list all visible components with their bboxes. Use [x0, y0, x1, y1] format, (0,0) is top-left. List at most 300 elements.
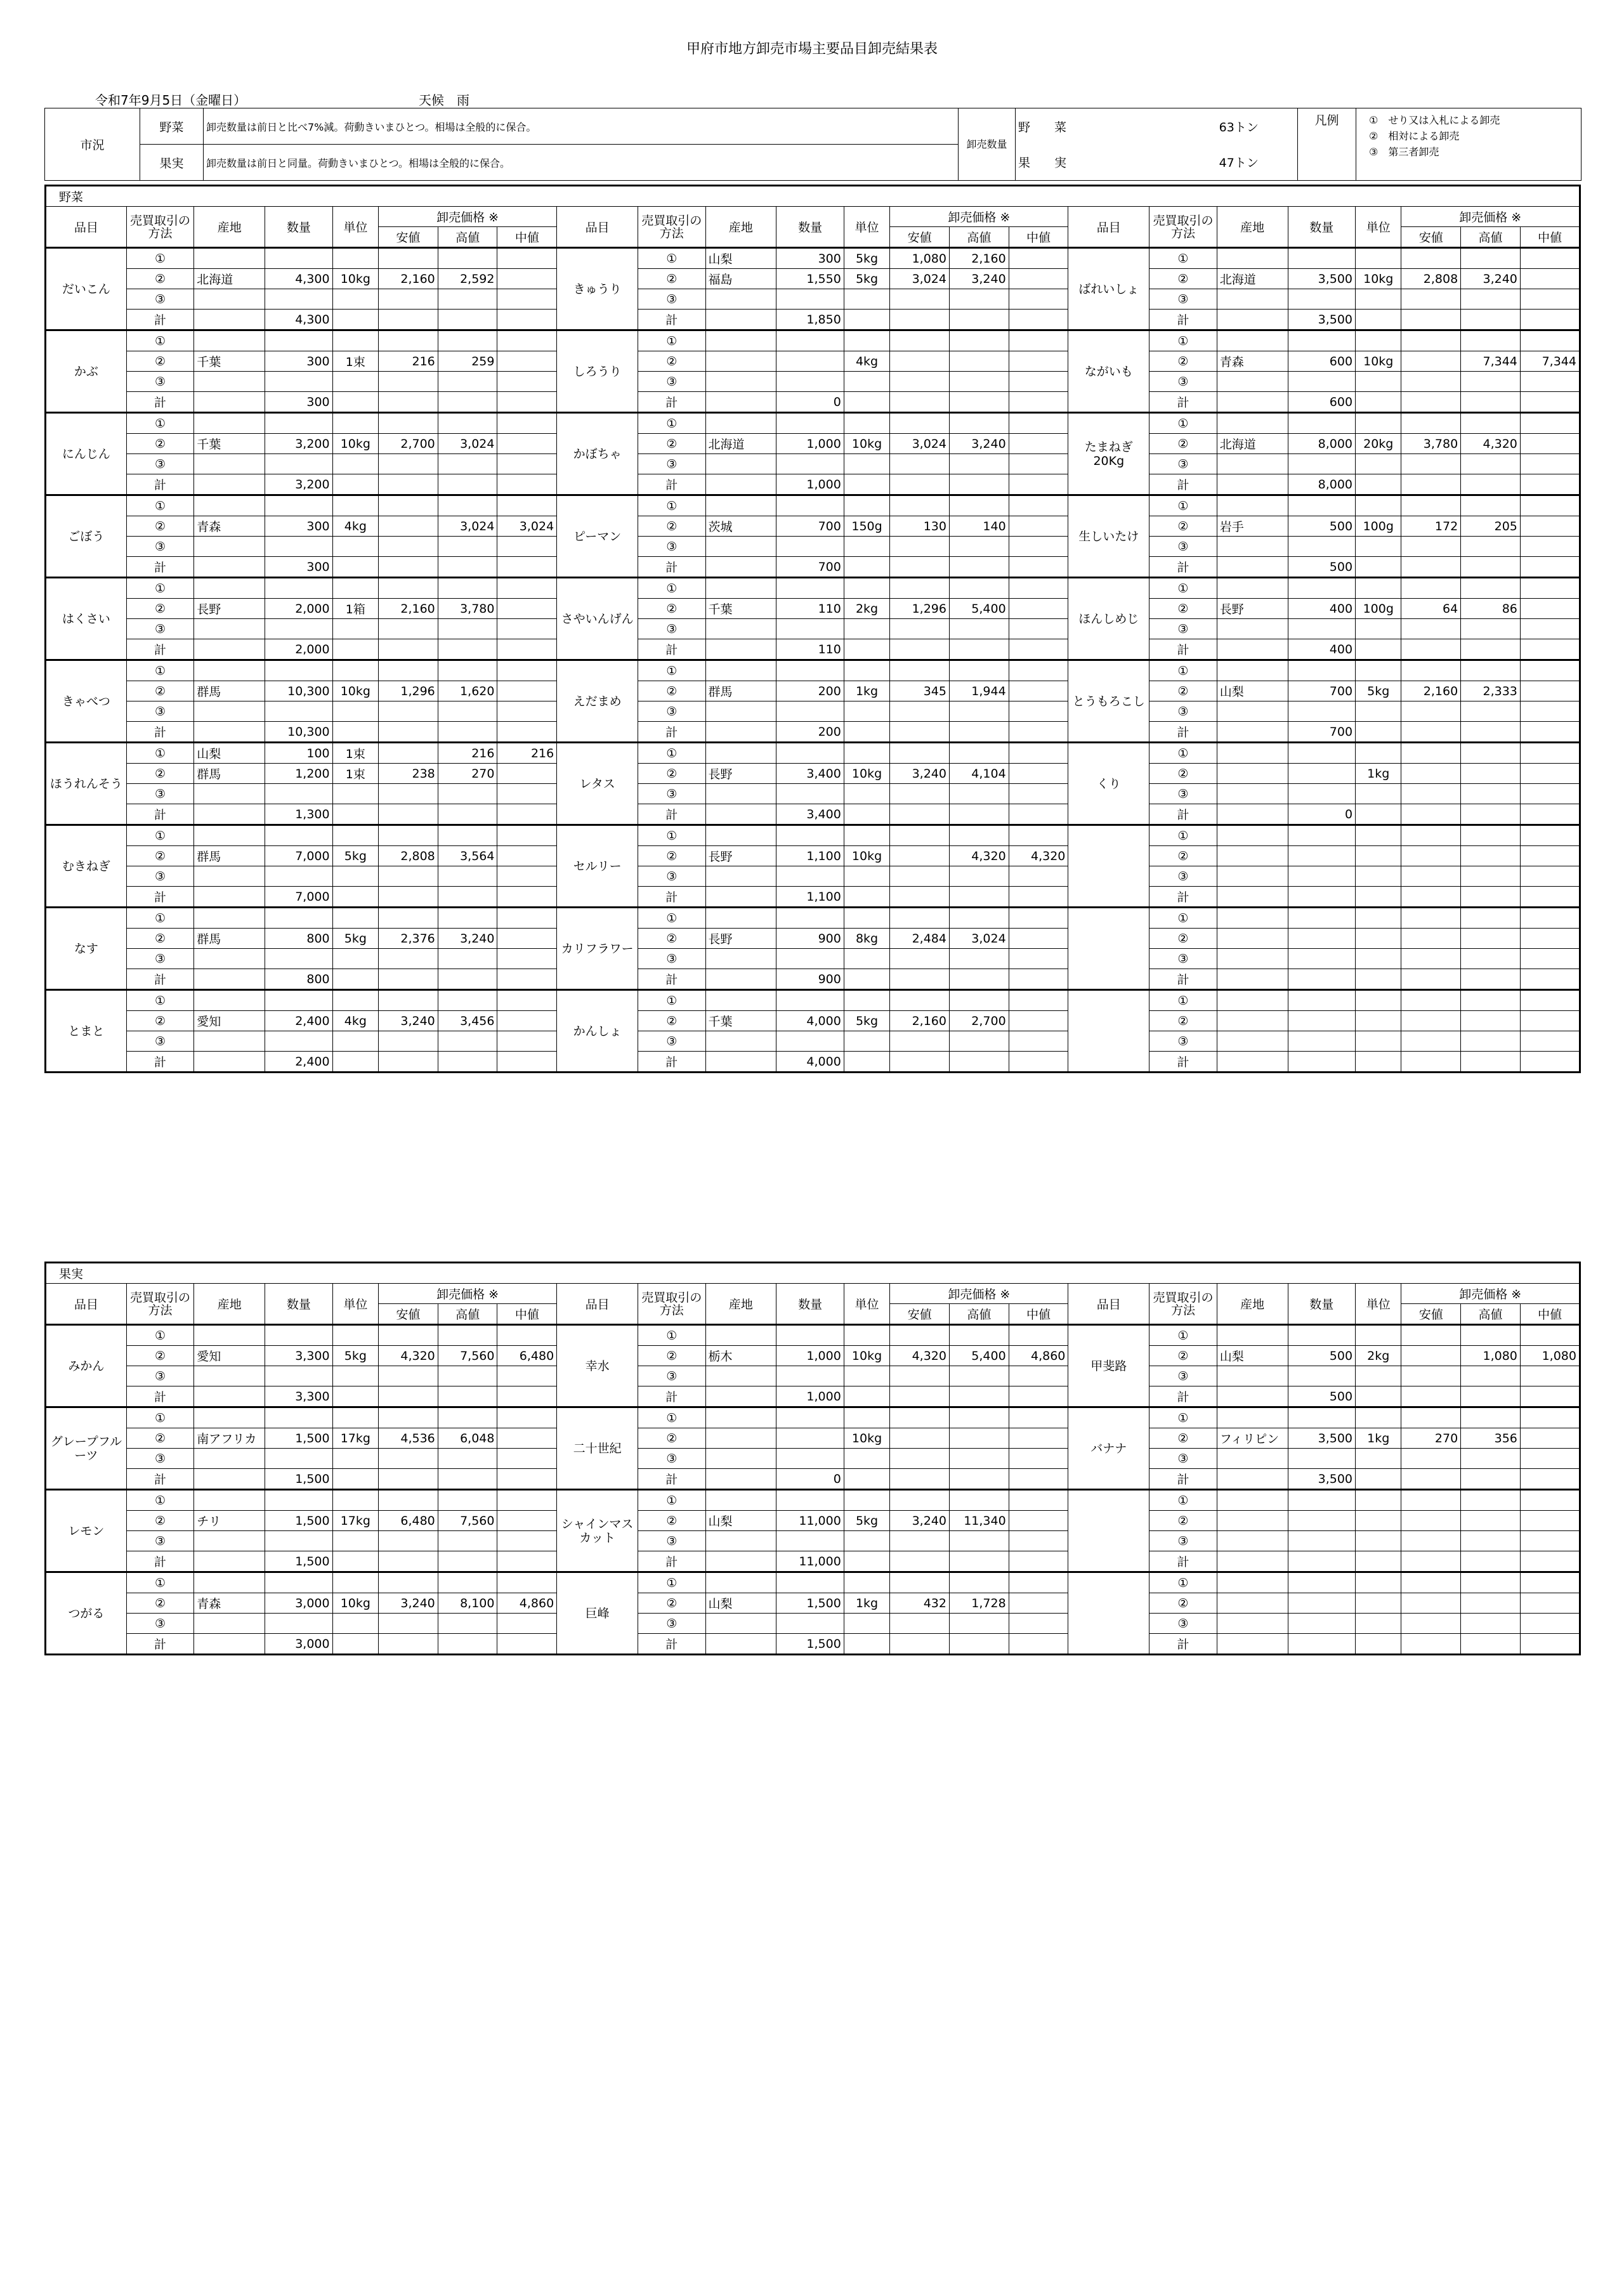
item-name: えだまめ	[557, 660, 638, 743]
unit-cell	[844, 1449, 889, 1469]
origin-cell: 山梨	[1217, 1346, 1288, 1366]
origin-cell: 千葉	[194, 351, 265, 372]
qty-cell: 100	[265, 743, 333, 764]
qty-cell	[1288, 764, 1356, 784]
method-label: ①	[638, 248, 706, 269]
mid-price-cell	[1520, 310, 1580, 330]
high-price-cell	[949, 537, 1009, 557]
item-name: 巨峰	[557, 1572, 638, 1655]
high-price-cell	[438, 372, 497, 392]
origin-cell	[1217, 990, 1288, 1011]
method-label: ③	[1149, 949, 1217, 969]
item-name: くり	[1068, 743, 1149, 825]
unit-cell: 1束	[332, 743, 378, 764]
unit-cell	[332, 969, 378, 990]
unit-cell	[1356, 1634, 1401, 1655]
method-label: ①	[1149, 908, 1217, 929]
low-price-cell	[890, 846, 950, 866]
low-price-cell	[379, 866, 438, 887]
high-price-cell	[1461, 1614, 1521, 1634]
unit-cell	[844, 372, 889, 392]
unit-cell	[844, 825, 889, 846]
origin-cell	[1217, 639, 1288, 660]
method-label: ①	[638, 825, 706, 846]
qty-cell	[265, 990, 333, 1011]
unit-cell	[844, 557, 889, 578]
origin-cell	[1217, 1449, 1288, 1469]
mid-price-cell	[1520, 516, 1580, 537]
low-price-cell	[890, 784, 950, 804]
low-price-cell	[1401, 1551, 1461, 1572]
method-label: 計	[126, 310, 194, 330]
mid-price-cell: 4,860	[497, 1593, 557, 1614]
method-label: ②	[638, 516, 706, 537]
method-label: 計	[638, 557, 706, 578]
method-label: ②	[1149, 1428, 1217, 1449]
high-price-cell: 7,560	[438, 1511, 497, 1531]
unit-cell	[1356, 1407, 1401, 1428]
unit-cell: 10kg	[844, 434, 889, 454]
high-price-cell: 11,340	[949, 1511, 1009, 1531]
high-price-cell: 140	[949, 516, 1009, 537]
origin-cell	[1217, 1614, 1288, 1634]
table-row	[46, 825, 1580, 846]
origin-cell	[1217, 454, 1288, 474]
mid-price-cell	[1520, 1490, 1580, 1511]
high-price-cell	[438, 908, 497, 929]
low-price-cell	[890, 701, 950, 722]
low-price-cell: 172	[1401, 516, 1461, 537]
total-qty-cell: 4,000	[776, 1052, 844, 1073]
high-price-cell: 3,024	[949, 929, 1009, 949]
unit-cell	[1356, 722, 1401, 743]
table-row	[46, 804, 1580, 825]
unit-cell: 17kg	[332, 1511, 378, 1531]
low-price-cell	[1401, 1407, 1461, 1428]
header-high: 高値	[438, 1304, 497, 1325]
high-price-cell	[1461, 743, 1521, 764]
origin-cell	[705, 1449, 776, 1469]
origin-cell: 長野	[705, 764, 776, 784]
origin-cell	[705, 1469, 776, 1490]
mid-price-cell	[497, 929, 557, 949]
qty-cell	[1288, 866, 1356, 887]
unit-cell	[1356, 289, 1401, 310]
origin-cell: 群馬	[194, 929, 265, 949]
unit-cell	[844, 413, 889, 434]
high-price-cell: 270	[438, 764, 497, 784]
mid-price-cell	[1009, 1031, 1068, 1052]
method-label: ②	[126, 516, 194, 537]
method-label: ②	[638, 1011, 706, 1031]
high-price-cell	[1461, 722, 1521, 743]
mid-price-cell	[1009, 1469, 1068, 1490]
origin-cell	[194, 804, 265, 825]
unit-cell	[1356, 474, 1401, 495]
mid-price-cell	[1009, 1531, 1068, 1551]
origin-cell	[194, 1052, 265, 1073]
origin-cell	[1217, 289, 1288, 310]
header-origin: 産地	[1217, 1284, 1288, 1325]
table-row	[46, 1490, 1580, 1511]
low-price-cell	[1401, 351, 1461, 372]
mid-price-cell	[1009, 1366, 1068, 1386]
unit-cell	[844, 1031, 889, 1052]
origin-cell	[1217, 866, 1288, 887]
origin-cell	[705, 474, 776, 495]
mid-price-cell	[1520, 434, 1580, 454]
origin-cell	[705, 1386, 776, 1407]
qty-cell: 1,000	[776, 434, 844, 454]
origin-cell	[705, 557, 776, 578]
low-price-cell	[890, 660, 950, 681]
method-label: ③	[126, 784, 194, 804]
high-price-cell	[1461, 413, 1521, 434]
origin-cell	[705, 310, 776, 330]
low-price-cell	[1401, 784, 1461, 804]
unit-cell	[1356, 1449, 1401, 1469]
method-label: ②	[638, 434, 706, 454]
method-label: 計	[638, 1386, 706, 1407]
table-row	[46, 537, 1580, 557]
qty-cell	[1288, 1449, 1356, 1469]
high-price-cell	[438, 474, 497, 495]
qty-cell	[265, 825, 333, 846]
mid-price-cell	[1520, 887, 1580, 908]
mid-price-cell	[497, 619, 557, 639]
low-price-cell	[1401, 578, 1461, 599]
low-price-cell: 4,320	[890, 1346, 950, 1366]
low-price-cell	[890, 1551, 950, 1572]
unit-cell: 2kg	[844, 599, 889, 619]
low-price-cell	[890, 969, 950, 990]
high-price-cell	[438, 557, 497, 578]
low-price-cell	[379, 660, 438, 681]
unit-cell	[332, 887, 378, 908]
unit-cell	[332, 495, 378, 516]
unit-cell: 4kg	[332, 1011, 378, 1031]
item-name: ながいも	[1068, 330, 1149, 413]
high-price-cell	[1461, 949, 1521, 969]
header-mid: 中値	[1520, 227, 1580, 248]
high-price-cell	[1461, 1031, 1521, 1052]
high-price-cell	[438, 537, 497, 557]
header-item: 品目	[46, 207, 127, 248]
mid-price-cell	[497, 722, 557, 743]
high-price-cell	[438, 578, 497, 599]
total-qty-cell: 1,000	[776, 1386, 844, 1407]
low-price-cell	[1401, 887, 1461, 908]
origin-cell	[705, 330, 776, 351]
low-price-cell	[1401, 722, 1461, 743]
table-row	[46, 1386, 1580, 1407]
high-price-cell	[949, 372, 1009, 392]
high-price-cell: 1,080	[1461, 1346, 1521, 1366]
mid-price-cell	[1520, 537, 1580, 557]
table-row	[46, 929, 1580, 949]
volume-veg-value: 63トン	[1181, 108, 1298, 145]
method-label: ②	[126, 434, 194, 454]
method-label: ①	[638, 743, 706, 764]
method-label: ②	[638, 1428, 706, 1449]
origin-cell	[1217, 949, 1288, 969]
unit-cell	[844, 537, 889, 557]
header-low: 安値	[890, 1304, 950, 1325]
mid-price-cell	[1520, 969, 1580, 990]
high-price-cell: 3,240	[1461, 269, 1521, 289]
low-price-cell	[890, 1052, 950, 1073]
origin-cell	[1217, 392, 1288, 413]
low-price-cell	[890, 1572, 950, 1593]
mid-price-cell	[1009, 764, 1068, 784]
section-title: 果実	[46, 1263, 1580, 1284]
unit-cell	[332, 1386, 378, 1407]
origin-cell	[194, 1634, 265, 1655]
qty-cell	[776, 1449, 844, 1469]
unit-cell	[332, 392, 378, 413]
header-method: 売買取引の方法	[126, 1284, 194, 1325]
low-price-cell	[890, 908, 950, 929]
method-label: ②	[1149, 1011, 1217, 1031]
table-row	[46, 1449, 1580, 1469]
unit-cell	[844, 1407, 889, 1428]
method-label: ①	[126, 1572, 194, 1593]
unit-cell: 1束	[332, 764, 378, 784]
method-label: ①	[638, 330, 706, 351]
origin-cell	[194, 392, 265, 413]
high-price-cell	[1461, 660, 1521, 681]
mid-price-cell	[497, 351, 557, 372]
unit-cell	[332, 310, 378, 330]
qty-cell	[1288, 1490, 1356, 1511]
total-qty-cell: 2,400	[265, 1052, 333, 1073]
method-label: ③	[638, 1449, 706, 1469]
low-price-cell: 2,484	[890, 929, 950, 949]
mid-price-cell	[1009, 990, 1068, 1011]
method-label: 計	[638, 1551, 706, 1572]
low-price-cell	[1401, 454, 1461, 474]
mid-price-cell	[497, 1366, 557, 1386]
unit-cell	[332, 454, 378, 474]
total-qty-cell: 300	[265, 392, 333, 413]
item-name	[1068, 990, 1149, 1073]
mid-price-cell	[497, 784, 557, 804]
unit-cell: 1kg	[844, 1593, 889, 1614]
mid-price-cell	[1009, 887, 1068, 908]
high-price-cell	[1461, 784, 1521, 804]
high-price-cell	[949, 310, 1009, 330]
table-row	[46, 1407, 1580, 1428]
qty-cell: 1,500	[265, 1428, 333, 1449]
header-unit: 単位	[1356, 1284, 1401, 1325]
unit-cell	[1356, 743, 1401, 764]
item-name	[1068, 908, 1149, 990]
origin-cell	[194, 557, 265, 578]
unit-cell	[1356, 537, 1401, 557]
origin-cell	[194, 660, 265, 681]
high-price-cell	[1461, 1325, 1521, 1346]
high-price-cell: 356	[1461, 1428, 1521, 1449]
unit-cell	[332, 1325, 378, 1346]
qty-cell	[265, 454, 333, 474]
low-price-cell	[379, 908, 438, 929]
low-price-cell	[379, 289, 438, 310]
method-label: ①	[126, 825, 194, 846]
qty-cell	[776, 1531, 844, 1551]
item-name: にんじん	[46, 413, 127, 495]
qty-cell	[776, 1490, 844, 1511]
mid-price-cell	[1009, 1551, 1068, 1572]
high-price-cell	[438, 660, 497, 681]
header-unit: 単位	[1356, 207, 1401, 248]
high-price-cell	[1461, 1052, 1521, 1073]
method-label: ②	[126, 929, 194, 949]
qty-cell: 1,100	[776, 846, 844, 866]
high-price-cell	[438, 1490, 497, 1511]
mid-price-cell	[1009, 1052, 1068, 1073]
market-veg-label: 野菜	[140, 108, 204, 145]
mid-price-cell	[1009, 269, 1068, 289]
low-price-cell	[1401, 1011, 1461, 1031]
qty-cell	[265, 1366, 333, 1386]
method-label: ②	[126, 1346, 194, 1366]
origin-cell	[194, 887, 265, 908]
method-label: ②	[126, 269, 194, 289]
mid-price-cell	[1009, 1593, 1068, 1614]
high-price-cell	[949, 1572, 1009, 1593]
header-mid: 中値	[1009, 1304, 1068, 1325]
qty-cell	[265, 372, 333, 392]
total-qty-cell	[1288, 1634, 1356, 1655]
table-row	[46, 1052, 1580, 1073]
low-price-cell	[379, 1449, 438, 1469]
item-name: かんしょ	[557, 990, 638, 1073]
method-label: ②	[638, 846, 706, 866]
low-price-cell	[1401, 619, 1461, 639]
mid-price-cell	[497, 578, 557, 599]
method-label: ①	[1149, 1407, 1217, 1428]
method-label: ②	[126, 846, 194, 866]
low-price-cell	[890, 1469, 950, 1490]
low-price-cell	[1401, 743, 1461, 764]
low-price-cell	[1401, 949, 1461, 969]
report-title: 甲府市地方卸売市場主要品目卸売結果表	[686, 41, 938, 57]
origin-cell	[705, 825, 776, 846]
mid-price-cell	[1009, 248, 1068, 269]
origin-cell	[194, 908, 265, 929]
high-price-cell: 1,620	[438, 681, 497, 701]
origin-cell	[194, 722, 265, 743]
mid-price-cell	[1009, 454, 1068, 474]
method-label: ③	[126, 1449, 194, 1469]
table-row	[46, 1572, 1580, 1593]
low-price-cell	[379, 1531, 438, 1551]
low-price-cell	[379, 310, 438, 330]
method-label: ②	[1149, 1346, 1217, 1366]
unit-cell	[844, 722, 889, 743]
low-price-cell: 432	[890, 1593, 950, 1614]
origin-cell	[1217, 887, 1288, 908]
low-price-cell	[890, 1366, 950, 1386]
high-price-cell	[438, 866, 497, 887]
qty-cell: 500	[1288, 1346, 1356, 1366]
method-label: 計	[126, 1386, 194, 1407]
table-row	[46, 866, 1580, 887]
qty-cell	[1288, 784, 1356, 804]
low-price-cell	[890, 722, 950, 743]
high-price-cell	[438, 1469, 497, 1490]
qty-cell: 300	[265, 516, 333, 537]
table-row	[46, 1511, 1580, 1531]
high-price-cell	[438, 701, 497, 722]
unit-cell	[332, 722, 378, 743]
qty-cell	[776, 495, 844, 516]
total-qty-cell: 1,100	[776, 887, 844, 908]
unit-cell	[332, 1031, 378, 1052]
unit-cell: 10kg	[844, 846, 889, 866]
high-price-cell	[949, 949, 1009, 969]
origin-cell	[705, 990, 776, 1011]
header-low: 安値	[379, 1304, 438, 1325]
table-row	[46, 474, 1580, 495]
table-row	[46, 743, 1580, 764]
unit-cell	[1356, 392, 1401, 413]
method-label: 計	[126, 557, 194, 578]
origin-cell	[1217, 1490, 1288, 1511]
qty-cell	[265, 1490, 333, 1511]
method-label: ②	[1149, 516, 1217, 537]
high-price-cell	[438, 887, 497, 908]
item-name: ほうれんそう	[46, 743, 127, 825]
mid-price-cell	[1009, 372, 1068, 392]
mid-price-cell	[497, 434, 557, 454]
low-price-cell	[1401, 1366, 1461, 1386]
origin-cell	[194, 1325, 265, 1346]
qty-cell: 800	[265, 929, 333, 949]
table-row	[46, 949, 1580, 969]
high-price-cell	[438, 330, 497, 351]
method-label: 計	[1149, 722, 1217, 743]
high-price-cell	[949, 908, 1009, 929]
high-price-cell: 3,240	[949, 269, 1009, 289]
qty-cell	[265, 1614, 333, 1634]
low-price-cell	[379, 1634, 438, 1655]
low-price-cell	[379, 372, 438, 392]
low-price-cell: 1,080	[890, 248, 950, 269]
mid-price-cell	[497, 372, 557, 392]
low-price-cell	[890, 743, 950, 764]
high-price-cell	[949, 474, 1009, 495]
qty-cell	[265, 289, 333, 310]
low-price-cell	[890, 1531, 950, 1551]
method-label: ①	[126, 330, 194, 351]
origin-cell	[1217, 578, 1288, 599]
low-price-cell	[890, 372, 950, 392]
header-price: 卸売価格 ※	[890, 207, 1068, 227]
unit-cell	[332, 1449, 378, 1469]
method-label: ③	[126, 619, 194, 639]
low-price-cell: 64	[1401, 599, 1461, 619]
unit-cell: 5kg	[844, 248, 889, 269]
unit-cell	[844, 908, 889, 929]
method-label: ③	[126, 1614, 194, 1634]
origin-cell	[705, 351, 776, 372]
method-label: ③	[126, 949, 194, 969]
low-price-cell	[1401, 804, 1461, 825]
low-price-cell	[1401, 1031, 1461, 1052]
method-label: ②	[126, 1593, 194, 1614]
qty-cell	[776, 351, 844, 372]
